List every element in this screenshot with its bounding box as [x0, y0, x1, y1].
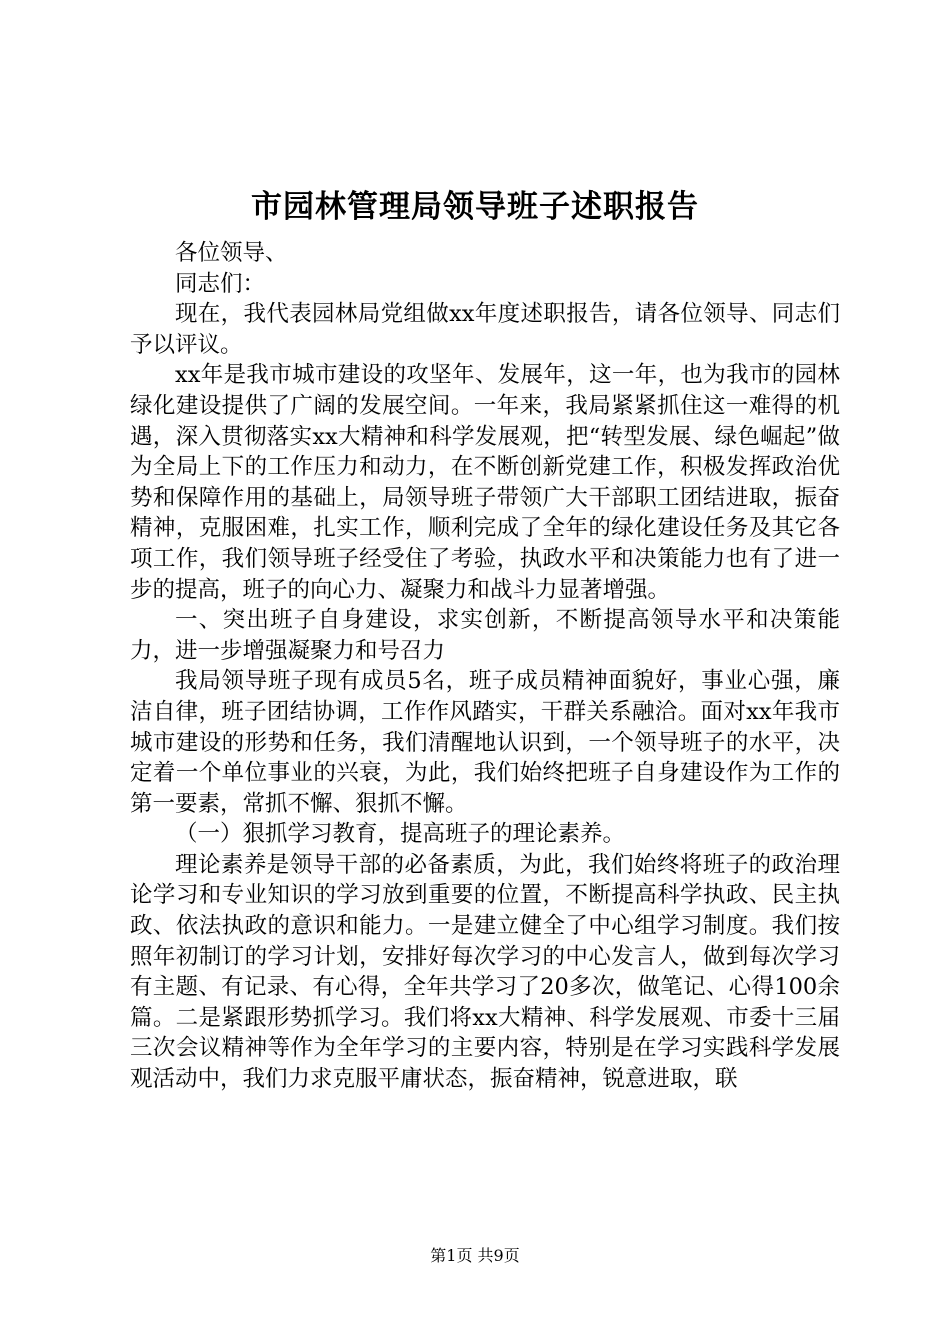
- document-body: [130, 238, 840, 1095]
- salutation-line-2: 同志们：: [175, 270, 266, 297]
- body-paragraph: 我局领导班子现有成员5名，班子成员精神面貌好，事业心强，廉洁自律，班子团结协调，工作作风踏实，干群关系融洽。面对xx年我市城市建设的形势和任务，我们清醒地认识到，一个领导班子的水平，决定着一个单位事业的兴衰，为此，我们始终把班子自身建设作为工作的第一要素，常抓不懈、狠抓不懈。: [130, 668, 840, 817]
- salutation-line-1: 各位领导、: [175, 240, 288, 266]
- body-paragraph: xx年是我市城市建设的攻坚年、发展年，这一年，也为我市的园林绿化建设提供了广阔的发展空间。一年来，我局紧紧抓住这一难得的机遇，深入贯彻落实xx大精神和科学发展观，把“转型发展、绿色崛起”做为全局上下的工作压力和动力，在不断创新党建工作，积极发挥政治优势和保障作用的基础上，局领导班子带领广大干部职工团结进取，振奋精神，克服困难，扎实工作，顺利完成了全年的绿化建设任务及其它各项工作，我们领导班子经受住了考验，执政水平和决策能力也有了进一步的提高，班子的向心力、凝聚力和战斗力显著增强。: [130, 362, 840, 603]
- document-title: 市园林管理局领导班子述职报告: [251, 189, 699, 225]
- body-paragraph: 理论素养是领导干部的必备素质，为此，我们始终将班子的政治理论学习和专业知识的学习放到重要的位置，不断提高科学执政、民主执政、依法执政的意识和能力。一是建立健全了中心组学习制度。我们按照年初制订的学习计划，安排好每次学习的中心发言人，做到每次学习有主题、有记录、有心得，全年共学习了20多次，做笔记、心得100余篇。二是紧跟形势抓学习。我们将xx大精神、科学发展观、市委十三届三次会议精神等作为全年学习的主要内容，特别是在学习实践科学发展观活动中，我们力求克服平庸状态，振奋精神，锐意进取，联: [130, 851, 840, 1093]
- subsection-heading: （一）狠抓学习教育，提高班子的理论素养。: [175, 821, 626, 848]
- page-number-footer: 第1页 共9页: [430, 1246, 520, 1265]
- body-paragraph: 现在，我代表园林局党组做xx年度述职报告，请各位领导、同志们予以评议。: [130, 301, 840, 358]
- section-heading: 一、突出班子自身建设，求实创新，不断提高领导水平和决策能力，进一步增强凝聚力和号召力: [130, 607, 840, 664]
